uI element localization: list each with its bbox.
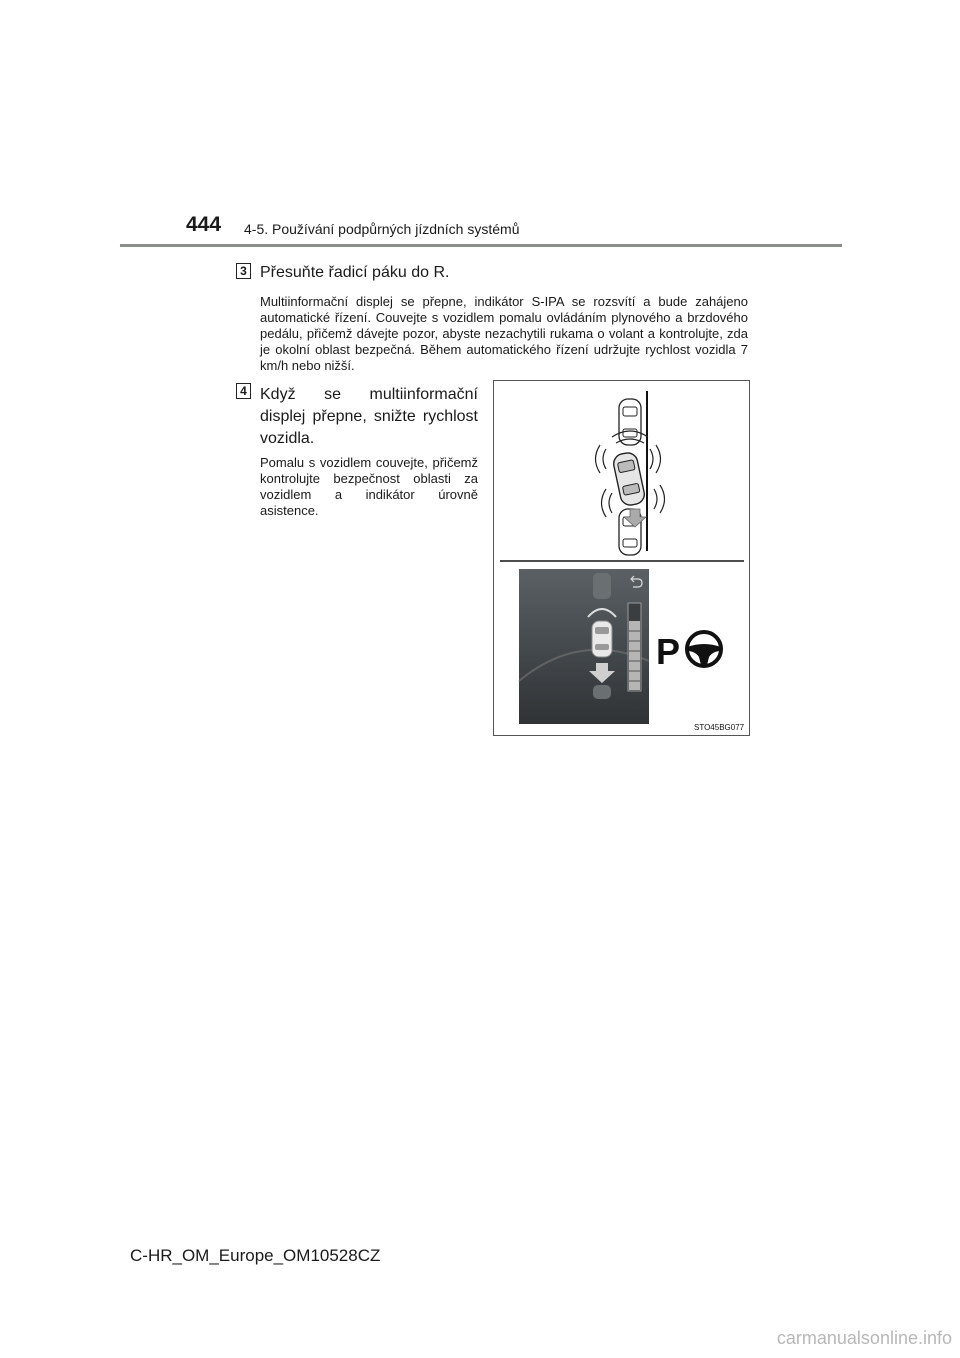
multi-information-display [519,569,649,724]
step-4-text: Pomalu s vozidlem couvejte, přičemž kontrolujte bezpečnost oblasti za vozidlem a indikátor úrovně asistence. [260,455,478,518]
page-number: 444 [186,213,222,236]
footer-watermark: carmanualsonline.info [776,1328,952,1348]
step-4-heading: Když se multiinformační displej přepne, snižte rychlost vozidla. [260,386,478,447]
assistance-level-indicator [628,603,641,691]
reversing-car-icon [612,451,646,507]
parking-assist-figure [493,380,750,736]
step-3-text: Multiinformační displej se přepne, indikátor S-IPA se rozsvítí a bude zahájeno automatické řízení. Couvejte s vozidlem pomalu ovládáním plynového a brzdového pedálu, přičemž dávejte pozor, abyste nezachytili rukama o volant a kontrolujte, zda je okolní oblast bezpečná. Během automatického řízení udržujte rychlost vozidla 7 km/h nebo nižší. [260,294,748,373]
step-3-heading: Přesuňte řadicí páku do R. [260,264,450,281]
step-3-number: 3 [236,263,251,279]
parked-car-front-icon [619,399,641,445]
s-ipa-letter: P [656,631,681,672]
footer-document-code: C-HR_OM_Europe_OM10528CZ [130,1246,381,1265]
figure-code: STO45BG077 [694,723,745,732]
display-obstacle-icon [593,573,611,599]
display-rear-obstacle-icon [593,685,611,699]
figure-illustration [494,381,749,735]
display-car-icon [592,621,612,657]
steering-wheel-icon [687,632,721,666]
header-rule [120,244,842,247]
step-4-number: 4 [236,383,251,399]
section-title: 4-5. Používání podpůrných jízdních systémů [244,221,520,237]
